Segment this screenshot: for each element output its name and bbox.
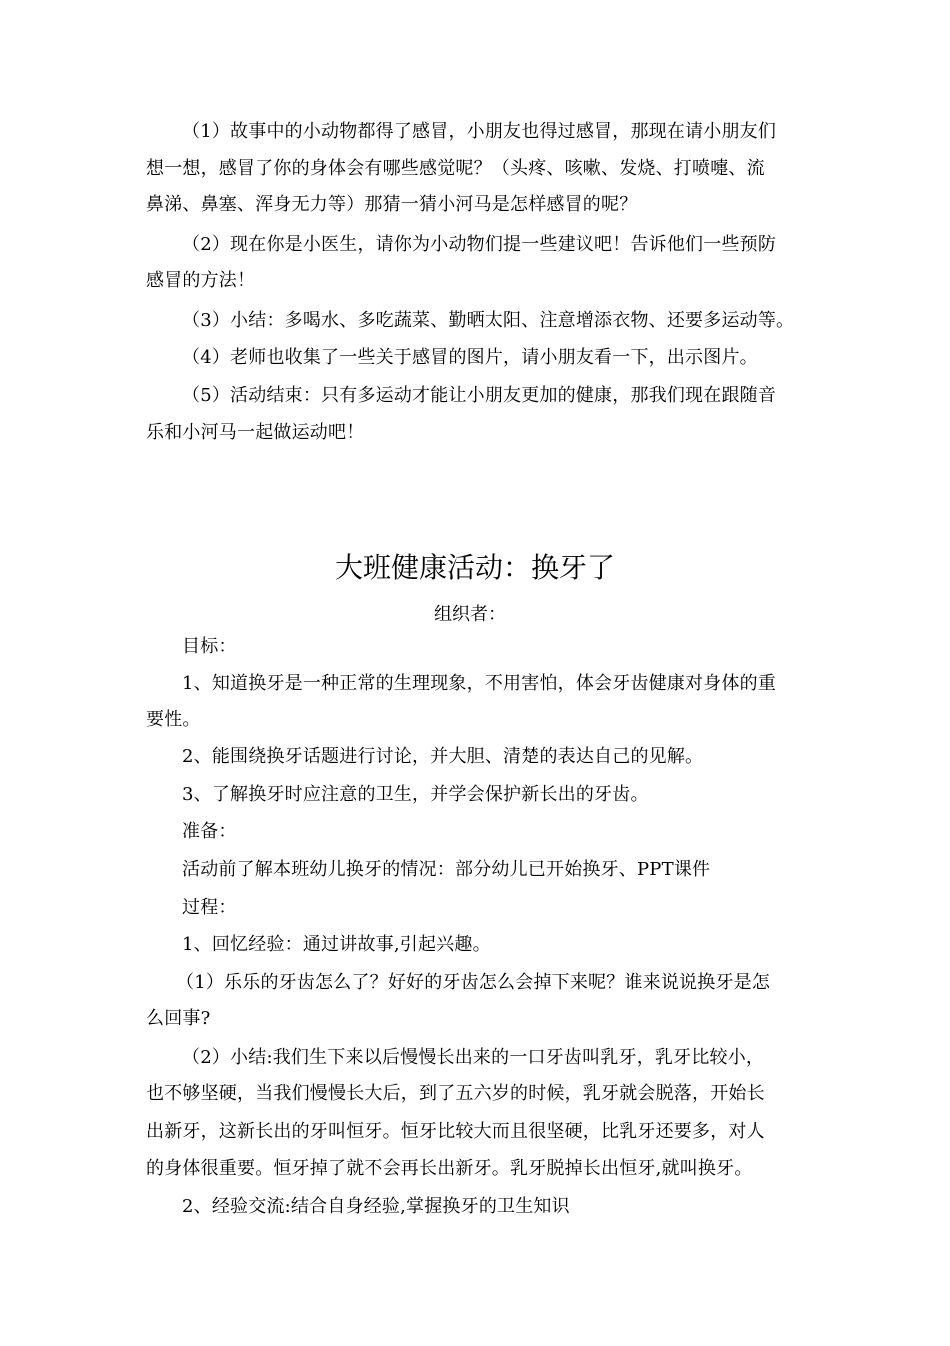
paragraph-line: 2、能围绕换牙话题进行讨论，并大胆、清楚的表达自己的见解。 [182,746,704,767]
paragraph-line: （2）小结:我们生下来以后慢慢长出来的一口牙齿叫乳牙，乳牙比较小， [182,1047,765,1068]
paragraph-line: 鼻涕、鼻塞、浑身无力等）那猜一猜小河马是怎样感冒的呢？ [146,194,638,215]
paragraph-line: （5）活动结束：只有多运动才能让小朋友更加的健康，那我们现在跟随音 [182,385,777,406]
paragraph-line: 乐和小河马一起做运动吧！ [146,422,365,443]
paragraph-line: 目标： [182,636,237,657]
paragraph-line: （1）故事中的小动物都得了感冒，小朋友也得过感冒，那现在请小朋友们 [182,121,777,142]
paragraph-line: （1）乐乐的牙齿怎么了？好好的牙齿怎么会掉下来呢？谁来说说换牙是怎 [176,972,771,993]
paragraph-line: （3）小结：多喝水、多吃蔬菜、勤晒太阳、注意增添衣物、还要多运动等。 [182,310,795,331]
organizer-label: 组织者： [434,604,506,625]
paragraph-line: （2）现在你是小医生，请你为小动物们提一些建议吧！告诉他们一些预防 [182,234,777,255]
paragraph-line: 出新牙，这新长出的牙叫恒牙。恒牙比较大而且很坚硬，比乳牙还要多，对人 [146,1121,765,1142]
paragraph-line: 么回事? [146,1008,211,1029]
paragraph-line: 的身体很重要。恒牙掉了就不会再长出新牙。乳牙脱掉长出恒牙,就叫换牙。 [146,1158,753,1179]
paragraph-line: 1、回忆经验：通过讲故事,引起兴趣。 [182,934,491,955]
paragraph-line: 感冒的方法！ [146,270,256,291]
paragraph-line: 活动前了解本班幼儿换牙的情况：部分幼儿已开始换牙、PPT课件 [182,859,711,880]
paragraph-line: 要性。 [146,709,201,730]
paragraph-line: 3、了解换牙时应注意的卫生，并学会保护新长出的牙齿。 [182,784,649,805]
paragraph-line: 准备： [182,821,237,842]
paragraph-line: 也不够坚硬，当我们慢慢长大后，到了五六岁的时候，乳牙就会脱落，开始长 [146,1083,765,1104]
section-title: 大班健康活动：换牙了 [334,551,615,584]
paragraph-line: （4）老师也收集了一些关于感冒的图片，请小朋友看一下，出示图片。 [182,347,758,368]
paragraph-line: 2、经验交流:结合自身经验,掌握换牙的卫生知识 [182,1196,570,1217]
paragraph-line: 1、知道换牙是一种正常的生理现象，不用害怕，体会牙齿健康对身体的重 [182,673,777,694]
paragraph-line: 想一想，感冒了你的身体会有哪些感觉呢？（头疼、咳嗽、发烧、打喷嚏、流 [146,158,765,179]
paragraph-line: 过程： [182,897,237,918]
